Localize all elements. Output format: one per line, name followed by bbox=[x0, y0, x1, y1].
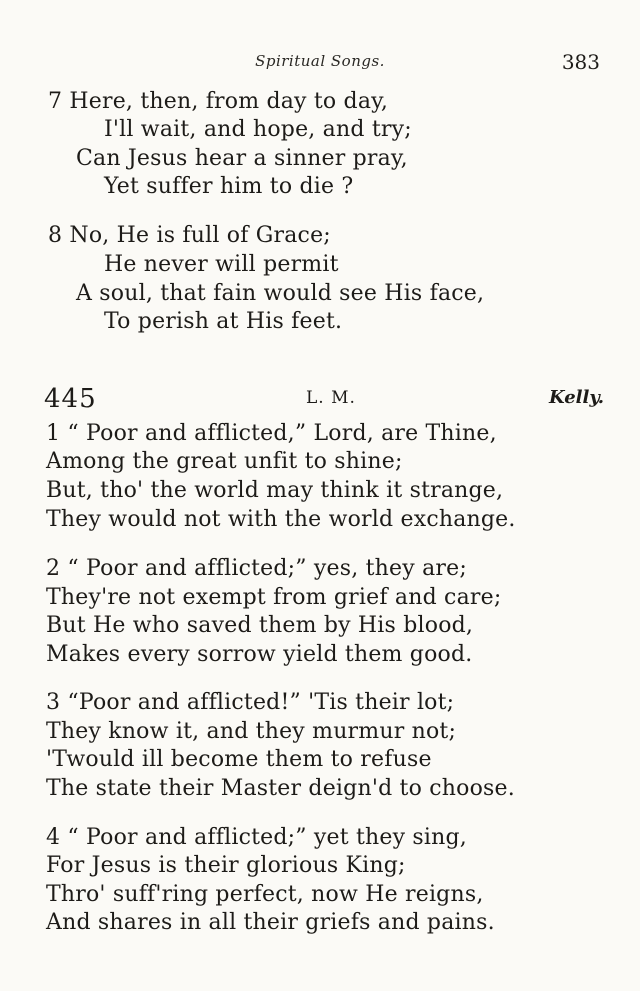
stanza-line: And shares in all their griefs and pains. bbox=[46, 910, 495, 935]
stanza-line: For Jesus is their glorious King; bbox=[46, 853, 406, 878]
stanza-line: Can Jesus hear a sinner pray, bbox=[76, 146, 408, 171]
stanza-line: 7 Here, then, from day to day, bbox=[48, 89, 389, 114]
stanza-line: But, tho' the world may think it strange, bbox=[46, 478, 504, 503]
stanza-line: Yet suffer him to die ? bbox=[104, 174, 354, 199]
stanza-line: Thro' suff'ring perfect, now He reigns, bbox=[46, 882, 484, 907]
stanza-line: Makes every sorrow yield them good. bbox=[46, 642, 473, 667]
stanza-line: He never will permit bbox=[104, 252, 339, 277]
stanza-line: 4 “ Poor and afflicted;” yet they sing, bbox=[46, 825, 467, 850]
hymn-meter: L. M. bbox=[306, 388, 356, 408]
hymn-number: 445 bbox=[44, 384, 97, 414]
stanza-line: They would not with the world exchange. bbox=[46, 507, 516, 532]
stanza-line: They know it, and they murmur not; bbox=[46, 719, 457, 744]
stanza-line: I'll wait, and hope, and try; bbox=[104, 117, 412, 142]
stanza-line: 3 “Poor and afflicted!” 'Tis their lot; bbox=[46, 690, 455, 715]
hymn-header bbox=[44, 384, 604, 414]
running-title: Spiritual Songs. bbox=[255, 52, 385, 70]
stanza-line: But He who saved them by His blood, bbox=[46, 613, 474, 638]
stanza-line: A soul, that fain would see His face, bbox=[76, 281, 485, 306]
stanza-line: 'Twould ill become them to refuse bbox=[46, 747, 432, 772]
stanza-line: 1 “ Poor and afflicted,” Lord, are Thine, bbox=[46, 421, 497, 446]
stanza-line: The state their Master deign'd to choose. bbox=[46, 776, 515, 801]
stanza-line: 8 No, He is full of Grace; bbox=[48, 223, 331, 248]
stanza-line: 2 “ Poor and afflicted;” yes, they are; bbox=[46, 556, 467, 581]
hymn-tune: Kelly. bbox=[548, 387, 604, 408]
page-number: 383 bbox=[561, 50, 600, 74]
stanza-line: To perish at His feet. bbox=[104, 309, 343, 334]
stanza-line: They're not exempt from grief and care; bbox=[46, 585, 502, 610]
stanza-line: Among the great unfit to shine; bbox=[46, 449, 403, 474]
